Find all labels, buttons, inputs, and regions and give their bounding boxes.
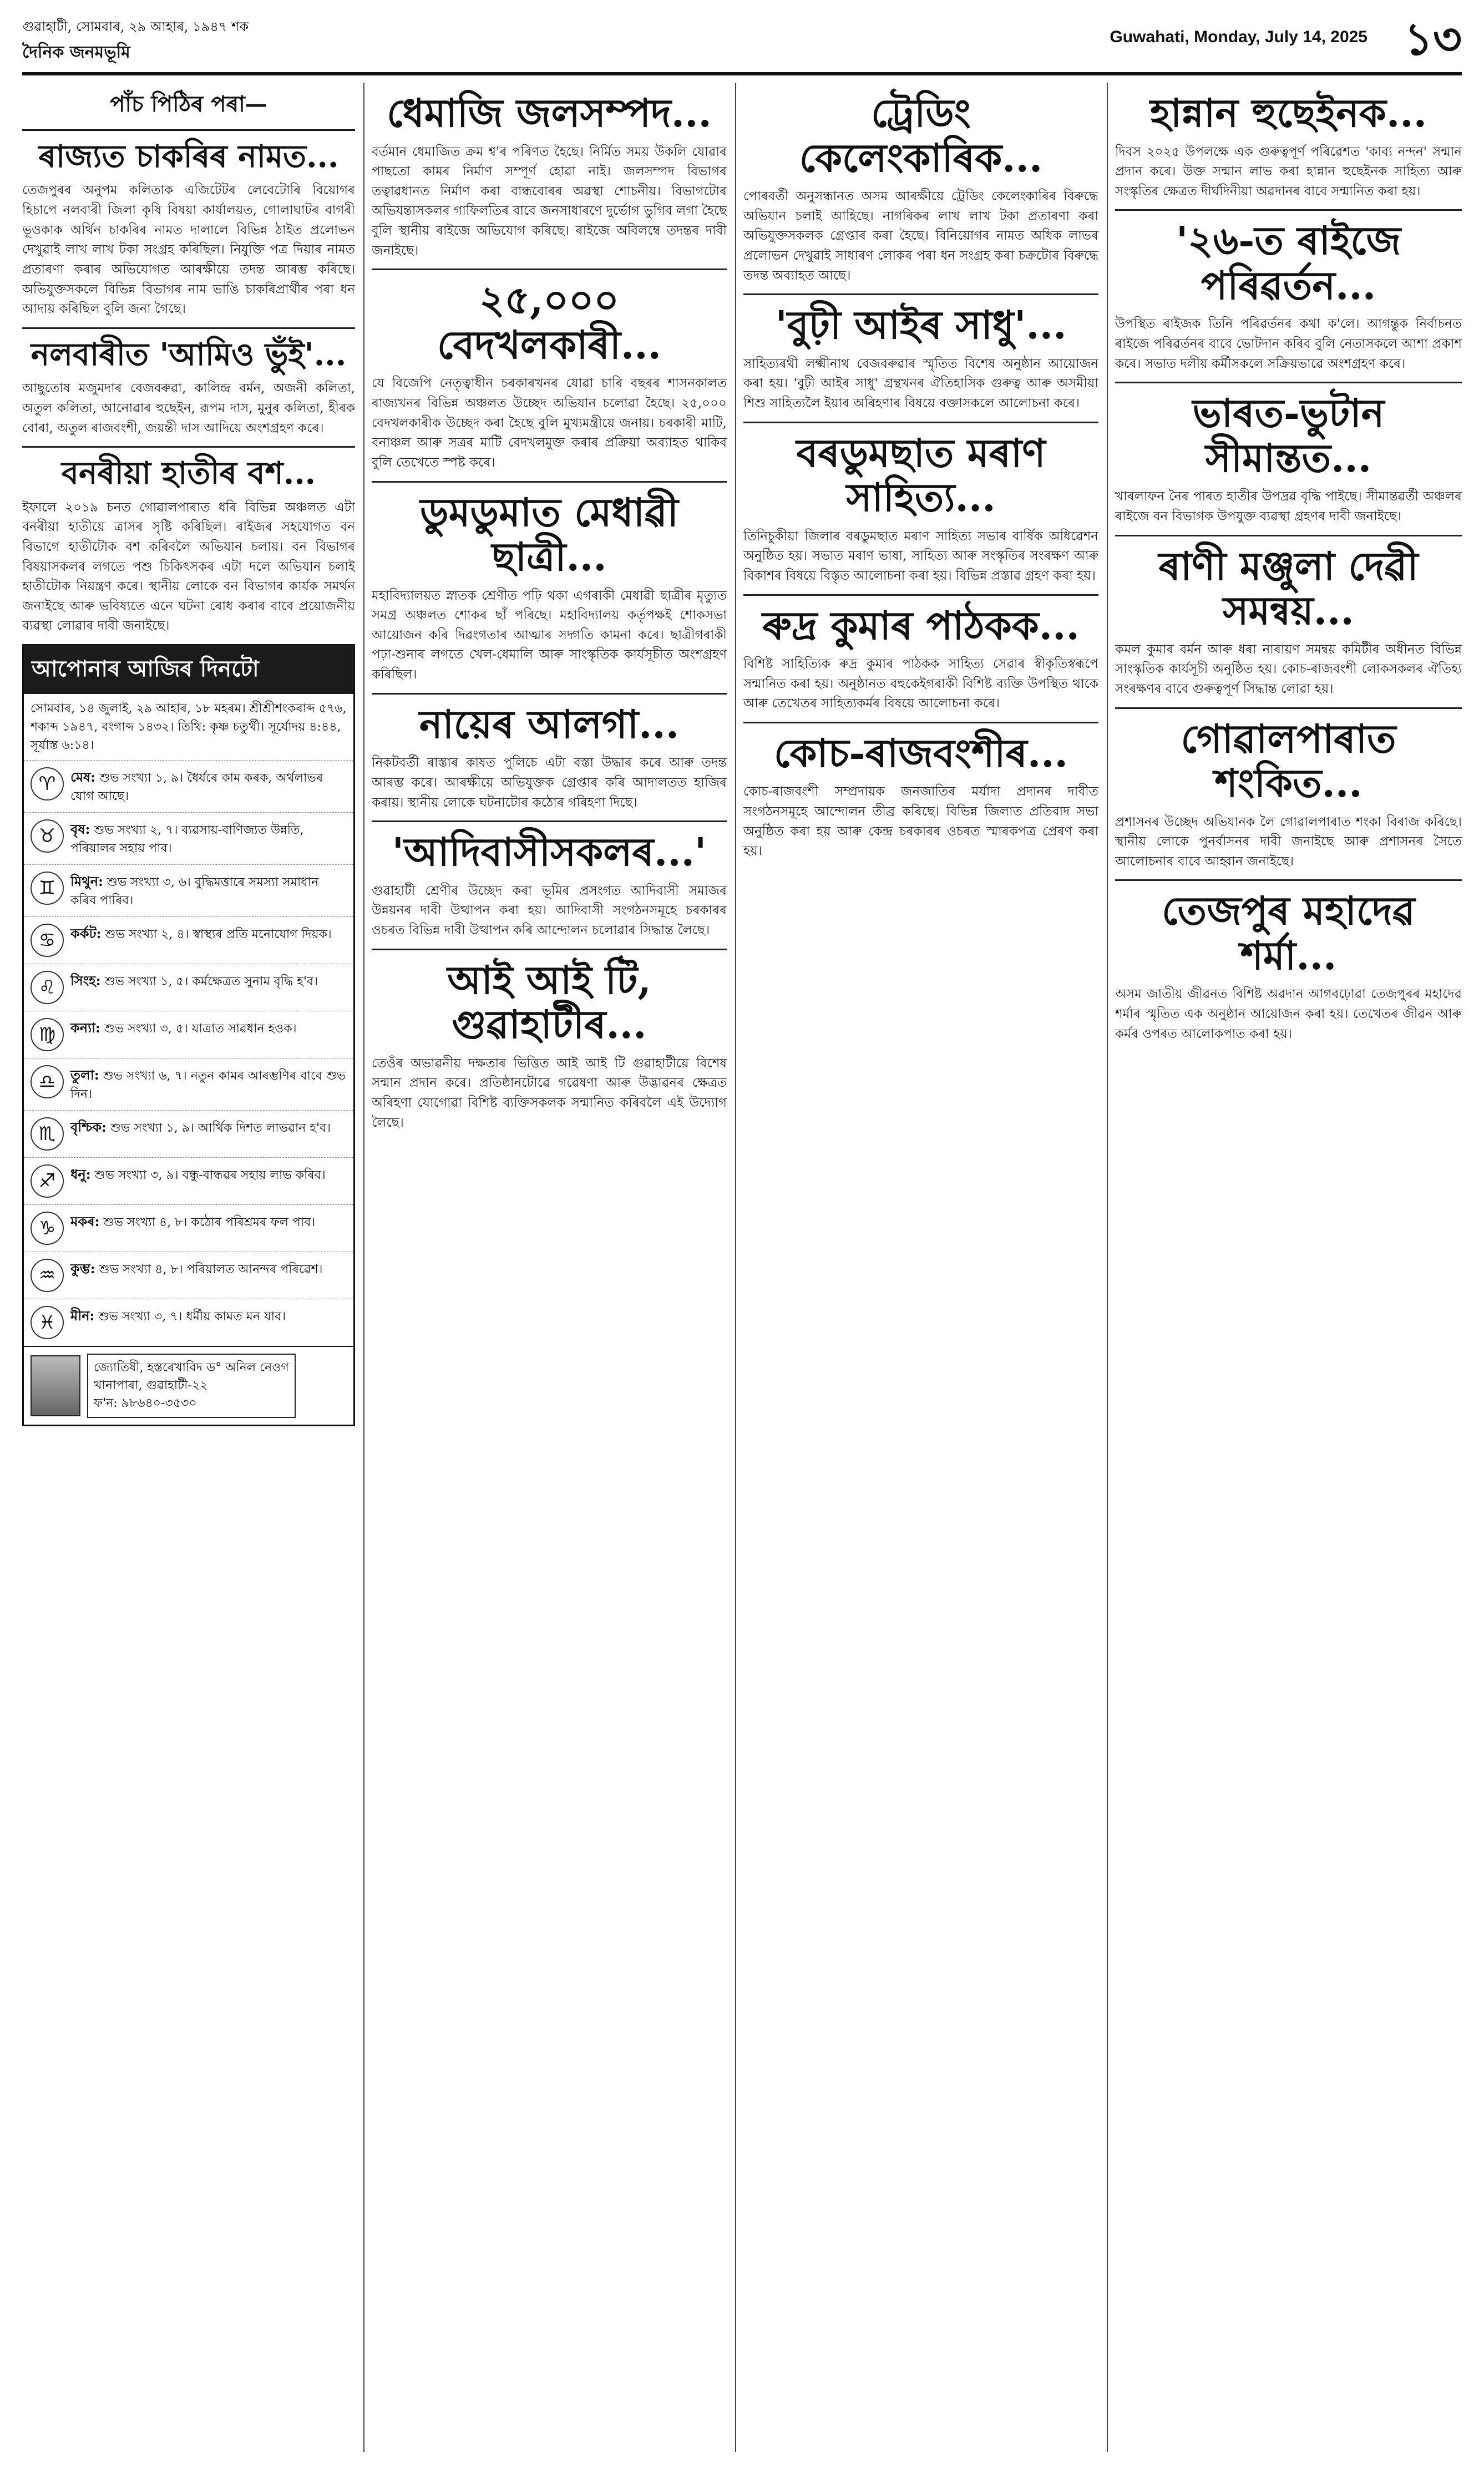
headline-2: '২৬-ত ৰাইজে পৰিৱৰ্তন...	[1176, 217, 1401, 308]
article-body-2: উপস্থিত ৰাইজক তিনি পৰিৱৰ্তনৰ কথা ক'লে। আগন্তুক নিৰ্বাচনত ৰাইজে পৰিৱৰ্তনৰ বাবে ভোটদান কৰিব বুলি নেতাসকলে আশা প্ৰকাশ কৰে। সভাত দলীয় কৰ্মীসকলে সক্ৰিয়ভাৱে অংশগ্ৰহণ কৰে।	[1115, 317, 1462, 371]
masthead-local-date: গুৱাহাটী, সোমবাৰ, ২৯ আহাৰ, ১৯৪৭ শক	[22, 19, 249, 34]
zodiac-icon: ♐	[31, 1164, 64, 1198]
astrologer-photo	[31, 1355, 80, 1416]
zodiac-forecast: শুভ সংখ্যা ২, ৪। স্বাস্থ্যৰ প্ৰতি মনোযোগ দিয়ক।	[105, 928, 332, 942]
paper-name: দৈনিক জনমভূমি	[22, 43, 130, 62]
headline-1: ট্ৰেডিং কেলেংকাৰিক...	[799, 90, 1043, 181]
masthead-rule	[22, 72, 1462, 75]
article-body-1: বৰ্তমান ধেমাজিত ক্ৰম শ্ব'ৰ পৰিণত হৈছে। নিৰ্মিত সময় উকলি যোৱাৰ পাছতো কামৰ নিৰ্মাণ সম্পূৰ্ণ হোৱা নাই। জলসম্পদ বিভাগৰ তত্বাৱধানত নিৰ্মাণ কৰা বান্ধবোৰৰ অৱস্থা শোচনীয়। বিভাগটোৰ অভিযন্তাসকলৰ গাফিলতিৰ বাবে জনসাধাৰণে দুৰ্ভোগ ভুগিব লগা হৈছে বুলি স্থানীয় ৰাইজে অভিযোগ কৰিছে। ৰাইজে অবিলম্বে তদন্তৰ দাবী জনাইছে।	[372, 144, 727, 258]
zodiac-name: ধনু:	[70, 1166, 91, 1183]
horoscope-sign-row	[24, 1299, 353, 1346]
horoscope-sign-row	[24, 916, 353, 964]
astrologer-card	[24, 1346, 353, 1425]
article-separator	[743, 293, 1098, 295]
zodiac-name: মেষ:	[70, 769, 96, 786]
horoscope-sign-row	[24, 1252, 353, 1299]
horoscope-sign-row	[24, 964, 353, 1011]
section-banner: পাঁচ পিঠিৰ পৰা—	[22, 83, 355, 131]
headline-4: নায়েৰ আলগা...	[419, 701, 680, 747]
horoscope-sign-text	[70, 819, 347, 858]
headline-6: আই আই টি, গুৱাহাটীৰ...	[447, 956, 651, 1048]
horoscope-sign-text	[70, 1065, 347, 1103]
zodiac-icon: ♊	[31, 872, 64, 905]
headline-2: ২৫,০০০ বেদখলকাৰী...	[437, 277, 662, 368]
zodiac-icon: ♎	[31, 1065, 64, 1098]
article-body-2: আছুতোষ মজুমদাৰ বেজবৰুৱা, কালিন্দ্ৰ বৰ্মন, অজনী কলিতা, অতুল কলিতা, আনোৱাৰ হুছেইন, রূপম দাস, মুনুৰ কলিতা, হীৰক বোৰা, অতুল ৰাজবংশী, জয়ন্তী দাস আদিয়ে অংশগ্ৰহণ কৰে।	[22, 381, 355, 435]
zodiac-name: মকৰ:	[70, 1213, 100, 1230]
article-separator	[743, 422, 1098, 423]
zodiac-name: কন্যা:	[70, 1020, 100, 1036]
horoscope-sign-text	[70, 971, 318, 991]
headline-3: ডুমডুমাত মেধাৱী ছাত্ৰী...	[420, 489, 678, 580]
zodiac-name: মীন:	[70, 1308, 95, 1324]
masthead	[22, 11, 1462, 72]
article-separator	[1115, 707, 1462, 709]
article-body-2: যে বিজেপি নেতৃত্বাধীন চৰকাৰখনৰ যোৱা চাৰি বছৰৰ শাসনকালত ৰাজ্যখনৰ বিভিন্ন অঞ্চলত উচ্ছেদ অভিযান চলোৱা হৈছে। ২৫,০০০ বেদখলকাৰীক উচ্ছেদ কৰা হৈছে বুলি মুখ্যমন্ত্ৰীয়ে জনায়। চৰকাৰী মাটি, বনাঞ্চল আৰু সত্ৰৰ মাটি বেদখলমুক্ত কৰাৰ প্ৰক্ৰিয়া অব্যাহত থাকিব বুলি তেখেতে স্পষ্ট কৰে।	[372, 376, 727, 470]
zodiac-name: বৃশ্চিক:	[70, 1119, 107, 1136]
zodiac-icon: ♍	[31, 1018, 64, 1051]
article-body-5: কোচ-ৰাজবংশী সম্প্ৰদায়ক জনজাতিৰ মৰ্যাদা প্ৰদানৰ দাবীত সংগঠনসমূহে আন্দোলন তীব্ৰ কৰিছে। বিভিন্ন জিলাত প্ৰতিবাদ সভা অনুষ্ঠিত কৰা হয় আৰু কেন্দ্ৰ চৰকাৰৰ ওচৰত স্মাৰকপত্ৰ প্ৰেৰণ কৰা হয়।	[743, 784, 1098, 859]
zodiac-forecast: শুভ সংখ্যা ১, ৯। আৰ্থিক দিশত লাভৱান হ'ব।	[110, 1121, 331, 1136]
zodiac-icon: ♈	[31, 767, 64, 801]
headline-5: 'আদিবাসীসকলৰ...'	[392, 829, 707, 875]
column-2	[372, 83, 727, 2452]
article-separator	[372, 269, 727, 270]
headline-4: ৰাণী মঞ্জুলা দেৱী সমন্বয়...	[1158, 543, 1419, 634]
horoscope-sign-text	[70, 1306, 286, 1326]
zodiac-icon: ♋	[31, 924, 64, 957]
headline-5: গোৱালপাৰাত শংকিত...	[1181, 715, 1396, 807]
horoscope-sign-text	[70, 767, 347, 806]
article-separator	[1115, 879, 1462, 881]
zodiac-icon: ♉	[31, 819, 64, 853]
horoscope-sign-text	[70, 1212, 315, 1232]
column-divider	[363, 83, 364, 2452]
page-number: ১৩	[1404, 13, 1462, 65]
column-4	[1115, 83, 1462, 2452]
zodiac-name: তুলা:	[70, 1067, 99, 1083]
headline-5: কোচ-ৰাজবংশীৰ...	[774, 730, 1068, 776]
zodiac-forecast: শুভ সংখ্যা ২, ৭। ব্যৱসায়-বাণিজ্যত উন্নতি, পৰিয়ালৰ সহায় পাব।	[70, 823, 304, 856]
zodiac-forecast: শুভ সংখ্যা ১, ৯। ধৈৰ্যৰে কাম কৰক, অৰ্থলাভৰ যোগ আছে।	[70, 771, 323, 804]
column-1	[22, 83, 355, 2452]
zodiac-icon: ♒	[31, 1259, 64, 1292]
horoscope-sign-row	[24, 1058, 353, 1110]
zodiac-forecast: শুভ সংখ্যা ৩, ৭। ধৰ্মীয় কামত মন যাব।	[98, 1310, 286, 1324]
article-separator	[22, 446, 355, 448]
horoscope-sign-text	[70, 872, 347, 910]
zodiac-forecast: শুভ সংখ্যা ৩, ৫। যাত্ৰাত সাৱধান হওক।	[104, 1022, 297, 1036]
horoscope-sign-row	[24, 812, 353, 864]
zodiac-name: মিথুন:	[70, 873, 103, 890]
astrologer-phone: ফ'ন: ৯৮৬৪০-৩৫৩০	[94, 1396, 197, 1410]
zodiac-icon: ♑	[31, 1212, 64, 1245]
horoscope-box	[22, 644, 355, 1426]
horoscope-sign-text	[70, 1018, 297, 1038]
horoscope-sign-row	[24, 1011, 353, 1058]
article-body-2: সাহিত্যৰথী লক্ষ্মীনাথ বেজবৰুৱাৰ স্মৃতিত বিশেষ অনুষ্ঠান আয়োজন কৰা হয়। 'বুঢ়ী আইৰ সাধু' গ্ৰন্থখনৰ ঐতিহাসিক গুৰুত্ব আৰু অসমীয়া শিশু সাহিত্যলৈ ইয়াৰ অৰিহণাৰ বিষয়ে বক্তাসকলে আলোচনা কৰে।	[743, 356, 1098, 411]
article-separator	[22, 327, 355, 329]
article-separator	[372, 693, 727, 695]
horoscope-signs-list	[24, 760, 353, 1346]
headline-3: ভাৰত-ভুটান সীমান্তত...	[1192, 390, 1385, 481]
zodiac-icon: ♌	[31, 971, 64, 1004]
horoscope-sign-text	[70, 1117, 331, 1137]
zodiac-name: সিংহ:	[70, 972, 101, 989]
headline-4: ৰুদ্ৰ কুমাৰ পাঠকক...	[762, 602, 1080, 649]
zodiac-forecast: শুভ সংখ্যা ১, ৫। কৰ্মক্ষেত্ৰত সুনাম বৃদ্ধি হ'ব।	[104, 975, 318, 989]
zodiac-forecast: শুভ সংখ্যা ৩, ৬। বুদ্ধিমত্তাৰে সমস্যা সমাধান কৰিব পাৰিব।	[70, 875, 319, 908]
horoscope-sign-row	[24, 760, 353, 812]
horoscope-sign-row	[24, 1157, 353, 1204]
article-body-3: মহাবিদ্যালয়ত স্নাতক শ্ৰেণীত পঢ়ি থকা এগৰাকী মেধাৱী ছাত্ৰীৰ মৃত্যুত সমগ্ৰ অঞ্চলত শোকৰ ছাঁ পৰিছে। মহাবিদ্যালয় কৰ্তৃপক্ষই শোকসভা আয়োজন কৰি দিৱংগতাৰ আত্মাৰ সদ্গতি কামনা কৰে। ছাত্ৰীগৰাকী পঢ়া-শুনাৰ লগতে খেল-ধেমালি আৰু সাংস্কৃতিক কাৰ্যসূচীত অংশগ্ৰহণ কৰিছিল।	[372, 588, 727, 682]
zodiac-name: কৰ্কট:	[70, 925, 102, 942]
column-3	[743, 83, 1098, 2452]
headline-6: তেজপুৰ মহাদেৱ শৰ্মা...	[1162, 888, 1415, 979]
article-separator	[372, 820, 727, 822]
article-body-5: প্ৰশাসনৰ উচ্ছেদ অভিযানক লৈ গোৱালপাৰাত শংকা বিৰাজ কৰিছে। স্থানীয় লোকে পুনৰ্বাসনৰ দাবী জনাইছে আৰু প্ৰশাসনৰ সৈতে আলোচনাৰ বাবে আহ্বান জনাইছে।	[1115, 814, 1462, 869]
article-body-4: নিকটবৰ্তী ৰাস্তাৰ কাষত পুলিচে এটা বস্তা উদ্ধাৰ কৰে আৰু তদন্ত আৰম্ভ কৰে। আৰক্ষীয়ে অভিযুক্তক গ্ৰেপ্তাৰ কৰি আদালতত হাজিৰ কৰায়। স্থানীয় লোকে ঘটনাটোৰ কঠোৰ গৰিহণা দিছে।	[372, 756, 727, 810]
article-separator	[743, 594, 1098, 596]
astrologer-info	[87, 1354, 296, 1418]
article-body-6: তেওঁৰ অভাৱনীয় দক্ষতাৰ ভিত্তিত আই আই টি গুৱাহাটীয়ে বিশেষ সন্মান প্ৰদান কৰে। প্ৰতিষ্ঠানটোৱে গৱেষণা আৰু উদ্ভাৱনৰ ক্ষেত্ৰত অৰিহণা যোগোৱা বিশিষ্ট ব্যক্তিসকলক সন্মানিত কৰিবলৈ এই উদ্যোগ লৈছে।	[372, 1056, 727, 1130]
astrologer-name: জ্যোতিষী, হস্তৰেখাবিদ ড° অনিল নেওগ	[94, 1361, 289, 1375]
horoscope-sign-text	[70, 1259, 322, 1279]
headline-3: বৰডুমছাত মৰাণ সাহিত্য...	[796, 429, 1046, 521]
article-separator	[372, 481, 727, 483]
article-separator	[743, 722, 1098, 723]
horoscope-sign-row	[24, 864, 353, 916]
article-body-6: অসম জাতীয় জীৱনত বিশিষ্ট অৱদান আগবঢ়োৱা তেজপুৰৰ মহাদেৱ শৰ্মাৰ স্মৃতিত এক অনুষ্ঠান আয়োজন কৰা হয়। তেখেতৰ জীৱন আৰু কৰ্মৰ ওপৰত আলোকপাত কৰা হয়।	[1115, 987, 1462, 1041]
column-divider	[1107, 83, 1108, 2452]
article-separator	[1115, 535, 1462, 536]
article-body-5: গুৱাহাটী শ্ৰেণীৰ উচ্ছেদ কৰা ভূমিৰ প্ৰসংগত আদিবাসী সমাজৰ উন্নয়নৰ দাবী উত্থাপন কৰা হয়। আদিবাসী সংগঠনসমূহে চৰকাৰৰ ওচৰত বিভিন্ন দাবী উত্থাপন কৰি আন্দোলন চলোৱাৰ সিদ্ধান্ত লৈছে।	[372, 883, 727, 938]
article-body-1: পোৰবৰ্তী অনুসন্ধানত অসম আৰক্ষীয়ে ট্ৰেডিং কেলেংকাৰিৰ বিৰুদ্ধে অভিযান চলাই আহিছে। নাগৰিকৰ লাখ লাখ টকা প্ৰতাৰণা কৰা অভিযুক্তসকলক গ্ৰেপ্তাৰ কৰা হৈছে। বিনিয়োগৰ নামত অধিক লাভৰ প্ৰলোভন দেখুৱাই সাধাৰণ লোকৰ পৰা ধন সংগ্ৰহ কৰা চক্ৰটোৰ বিৰুদ্ধে তদন্ত অব্যাহত আছে।	[743, 189, 1098, 283]
headline-2: 'বুঢ়ী আইৰ সাধু'...	[775, 302, 1067, 348]
masthead-english-date: Guwahati, Monday, July 14, 2025	[1110, 28, 1367, 46]
column-divider	[735, 83, 736, 2452]
zodiac-forecast: শুভ সংখ্যা ৩, ৯। বন্ধু-বান্ধৱৰ সহায় লাভ কৰিব।	[94, 1168, 326, 1183]
article-body-1: দিবস ২০২৫ উপলক্ষে এক গুৰুত্বপূৰ্ণ পৰিৱেশত 'কাব্য নন্দন' সন্মান প্ৰদান কৰে। উক্ত সন্মান লাভ কৰা হান্নান হুছেইনক সাহিত্য আৰু সংস্কৃতিৰ ক্ষেত্ৰত দীৰ্ঘদিনীয়া অৱদানৰ বাবে সন্মানিত কৰা হয়।	[1115, 144, 1462, 199]
article-body-4: কমল কুমাৰ বৰ্মন আৰু ধৰা নাৰায়ণ সমন্বয় কমিটীৰ অধীনত বিভিন্ন সাংস্কৃতিক কাৰ্যসূচী অনুষ্ঠিত হয়। কোচ-ৰাজবংশী লোকসকলৰ ঐতিহ্য সংৰক্ষণৰ বাবে গুৰুত্বপূৰ্ণ সিদ্ধান্ত লোৱা হয়।	[1115, 642, 1462, 696]
horoscope-sign-text	[70, 924, 332, 944]
article-body-3: ইফালে ২০১৯ চনত গোৱালপাৰাত ধৰি বিভিন্ন অঞ্চলত এটা বনৰীয়া হাতীয়ে ত্ৰাসৰ সৃষ্টি কৰিছিল। ৰাইজৰ সহযোগত বন বিভাগে হাতীটোক বশ কৰিবলৈ অভিযান চলায়। বন বিভাগৰ বিষয়াসকলৰ লগতে পশু চিকিৎসকৰ এটা দলে অভিযান চলাই হাতীটোক নিয়ন্ত্ৰণ কৰে। স্থানীয় লোকে বন বিভাগৰ কাৰ্যক সমৰ্থন জনাইছে আৰু ভবিষ্যতে এনে ঘটনা ৰোধ কৰাৰ বাবে প্ৰয়োজনীয় ব্যৱস্থা লোৱাৰ দাবী জনাইছে।	[22, 500, 355, 634]
horoscope-sign-text	[70, 1164, 326, 1184]
zodiac-name: কুম্ভ:	[70, 1260, 95, 1277]
headline-1: ধেমাজি জলসম্পদ...	[387, 90, 712, 136]
article-separator	[1115, 209, 1462, 211]
headline-3: বনৰীয়া হাতীৰ বশ...	[61, 455, 316, 492]
horoscope-sign-row	[24, 1204, 353, 1252]
article-separator	[372, 949, 727, 950]
article-body-1: তেজপুৰৰ অনুপম কলিতাক এজিটেটৰ লেবেটোৰি বিয়োগৰ হিচাপে নলবাৰী জিলা কৃষি বিষয়া কাৰ্যালয়ত, গোলাঘাটৰ বাগৰী ভূওকাক অৰ্থিন চাকৰিৰ নামত দালালে বিভিন্ন ঠাইত প্ৰলোভন দেখুৱাই লাখ লাখ টকা সংগ্ৰহ কৰিছিল। নিযুক্তি পত্ৰ দিয়াৰ নামত প্ৰতাৰণা কৰাৰ অভিযোগত আৰক্ষীয়ে তদন্ত আৰম্ভ কৰিছে। অভিযুক্তসকলে বিভিন্ন বিভাগৰ নাম ভাঙি চাকৰিপ্ৰাৰ্থীৰ পৰা ধন আদায় কৰিছিল বুলি জনা গৈছে।	[22, 183, 355, 317]
horoscope-intro: সোমবাৰ, ১৪ জুলাই, ২৯ আহাৰ, ১৮ মহৰম। শ্ৰীশ্ৰীশংকৰাব্দ ৫৭৬, শকাব্দ ১৯৪৭, বংগাব্দ ১৪৩২। তিথি: কৃষ্ণ চতুৰ্থী। সূৰ্যোদয় ৪:৪৪, সূৰ্যাস্ত ৬:১৪।	[31, 702, 347, 753]
headline-1: ৰাজ্যত চাকৰিৰ নামত...	[38, 138, 339, 175]
zodiac-name: বৃষ:	[70, 821, 90, 838]
astrologer-address: খানাপাৰা, গুৱাহাটী-২২	[94, 1378, 208, 1392]
horoscope-sign-row	[24, 1110, 353, 1157]
article-body-4: বিশিষ্ট সাহিত্যিক ৰুদ্ৰ কুমাৰ পাঠকক সাহিত্য সেৱাৰ স্বীকৃতিস্বৰূপে সন্মানিত কৰা হয়। অনুষ্ঠানত বহুকেইগৰাকী বিশিষ্ট ব্যক্তি উপস্থিত থাকে আৰু তেখেতৰ সাহিত্যকৰ্মৰ বিষয়ে আলোচনা কৰে।	[743, 657, 1098, 711]
zodiac-forecast: শুভ সংখ্যা ৬, ৭। নতুন কামৰ আৰম্ভণিৰ বাবে শুভ দিন।	[70, 1069, 346, 1102]
headline-1: হান্নান হুছেইনক...	[1149, 90, 1427, 136]
zodiac-forecast: শুভ সংখ্যা ৪, ৮। পৰিয়ালত আনন্দৰ পৰিৱেশ।	[99, 1263, 323, 1277]
horoscope-title: আপোনাৰ আজিৰ দিনটো	[24, 646, 353, 694]
article-body-3: খাৰলাফন নৈৰ পাৰত হাতীৰ উপদ্ৰৱ বৃদ্ধি পাইছে। সীমান্তৱৰ্তী অঞ্চলৰ ৰাইজে বন বিভাগক উপযুক্ত ব্যৱস্থা গ্ৰহণৰ দাবী জনাইছে।	[1115, 489, 1462, 524]
zodiac-icon: ♓	[31, 1306, 64, 1339]
headline-2: নলবাৰীত 'আমিও ভুঁই'...	[31, 336, 347, 373]
article-separator	[1115, 382, 1462, 383]
zodiac-forecast: শুভ সংখ্যা ৪, ৮। কঠোৰ পৰিশ্ৰমৰ ফল পাব।	[103, 1215, 316, 1230]
article-body-3: তিনিচুকীয়া জিলাৰ বৰডুমছাত মৰাণ সাহিত্য সভাৰ বাৰ্ষিক অধিৱেশন অনুষ্ঠিত হয়। সভাত মৰাণ ভাষা, সাহিত্য আৰু সংস্কৃতিৰ সংৰক্ষণ আৰু বিকাশৰ বিষয়ে বিস্তৃত আলোচনা কৰা হয়। বিভিন্ন প্ৰস্তাৱ গ্ৰহণ কৰা হয়।	[743, 529, 1098, 583]
zodiac-icon: ♏	[31, 1117, 64, 1151]
